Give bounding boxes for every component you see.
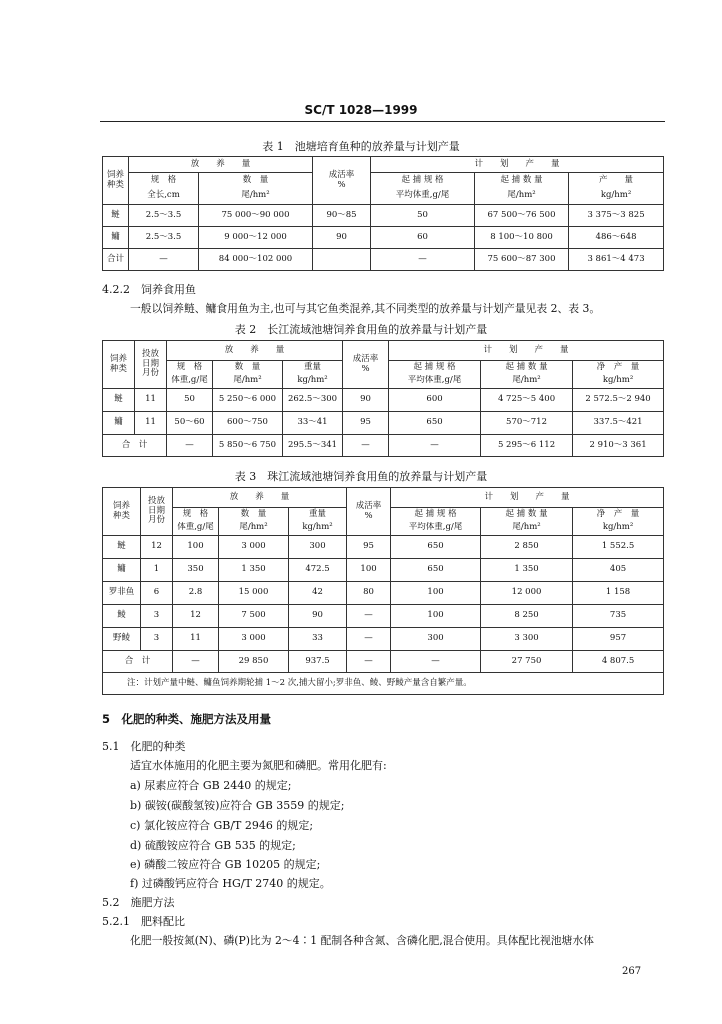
table-cell: 50～60 <box>167 412 213 435</box>
table-cell: 957 <box>573 628 664 651</box>
table-cell: 11 <box>135 389 167 412</box>
table-row <box>103 249 664 271</box>
t3-h-yield: 净 产 量 <box>573 508 664 522</box>
table-cell: 12 <box>173 605 219 628</box>
t1-h-catch-count: 起 捕 数 量 <box>475 173 569 189</box>
table-cell: 2.5～3.5 <box>129 205 199 227</box>
table-cell: 472.5 <box>289 559 347 582</box>
t1-h-species: 饲养 种类 <box>103 157 129 205</box>
table-cell: 90 <box>313 227 371 249</box>
t2-h-weight-unit: kg/hm² <box>283 375 343 389</box>
list-item: b) 碳铵(碳酸氢铵)应符合 GB 3559 的规定; <box>130 799 345 812</box>
table-cell: 5 850～6 750 <box>213 435 283 457</box>
table-cell: 3 000 <box>219 628 289 651</box>
table-cell: 2 572.5～2 940 <box>573 389 664 412</box>
table-cell: 3 000 <box>219 536 289 559</box>
table-cell: 11 <box>173 628 219 651</box>
t2-h-count-unit: 尾/hm² <box>213 375 283 389</box>
t1-h-catch-unit: 尾/hm² <box>475 189 569 205</box>
table-cell: 75 600～87 300 <box>475 249 569 271</box>
table-cell: 1 158 <box>573 582 664 605</box>
table-cell: 100 <box>391 582 481 605</box>
t2-h-catch-count: 起 捕 数 量 <box>481 361 573 375</box>
t3-h-month: 投放 日期 月份 <box>141 488 173 536</box>
section-5-1-paragraph: 适宜水体施用的化肥主要为氮肥和磷肥。常用化肥有: <box>130 759 387 772</box>
table-cell: 405 <box>573 559 664 582</box>
t3-h-species: 饲养 种类 <box>103 488 141 536</box>
table-cell: 3 375～3 825 <box>569 205 664 227</box>
section-4-2-2-heading: 4.2.2 饲养食用鱼 <box>102 283 196 296</box>
t3-h-weight-unit: kg/hm² <box>289 522 347 536</box>
table-cell: — <box>167 435 213 457</box>
table-cell: 100 <box>347 559 391 582</box>
t3-h-spec-unit: 体重,g/尾 <box>173 522 219 536</box>
t1-h-stocking: 放 养 量 <box>129 157 313 173</box>
list-item: f) 过磷酸钙应符合 HG/T 2740 的规定。 <box>130 877 331 890</box>
table-cell: 337.5～421 <box>573 412 664 435</box>
header-rule <box>100 121 665 122</box>
table-cell: 1 350 <box>219 559 289 582</box>
table-cell: 600 <box>389 389 481 412</box>
table-cell: 鳙 <box>103 227 129 249</box>
table-cell: 8 250 <box>481 605 573 628</box>
t3-h-yield-unit: kg/hm² <box>573 522 664 536</box>
t1-h-length: 全长,cm <box>129 189 199 205</box>
table-cell: 50 <box>371 205 475 227</box>
section-4-2-2-paragraph: 一般以饲养鲢、鳙食用鱼为主,也可与其它鱼类混养,其不同类型的放养量与计划产量见表 2、表 3。 <box>130 302 601 315</box>
t1-h-spec: 规 格 <box>129 173 199 189</box>
list-item: d) 硫酸铵应符合 GB 535 的规定; <box>130 839 296 852</box>
table-cell: 75 000～90 000 <box>199 205 313 227</box>
table-cell: — <box>347 605 391 628</box>
table-cell: — <box>173 651 219 673</box>
t3-h-plan: 计 划 产 量 <box>391 488 664 508</box>
list-item: e) 磷酸二铵应符合 GB 10205 的规定; <box>130 858 321 871</box>
table-cell: — <box>343 435 389 457</box>
table-cell: 2.8 <box>173 582 219 605</box>
table-row <box>103 559 664 582</box>
table-row <box>103 628 664 651</box>
table-cell: 300 <box>289 536 347 559</box>
table-cell: — <box>371 249 475 271</box>
table-cell: 1 350 <box>481 559 573 582</box>
table-row <box>103 227 664 249</box>
table-cell: 735 <box>573 605 664 628</box>
section-5-heading: 5 化肥的种类、施肥方法及用量 <box>102 712 271 726</box>
table-cell: 2 910～3 361 <box>573 435 664 457</box>
section-5-1-heading: 5.1 化肥的种类 <box>102 740 186 753</box>
t3-h-spec: 规 格 <box>173 508 219 522</box>
t2-h-count: 数 量 <box>213 361 283 375</box>
table-cell: 937.5 <box>289 651 347 673</box>
table-cell: 4 807.5 <box>573 651 664 673</box>
t2-h-month: 投放 日期 月份 <box>135 341 167 389</box>
t3-h-count-unit: 尾/hm² <box>219 522 289 536</box>
table-cell: 60 <box>371 227 475 249</box>
table-cell: 486～648 <box>569 227 664 249</box>
table-row <box>103 389 664 412</box>
table-cell: 8 100～10 800 <box>475 227 569 249</box>
table-cell: 50 <box>167 389 213 412</box>
table-row <box>103 435 664 457</box>
table-cell: 67 500～76 500 <box>475 205 569 227</box>
table-cell: — <box>347 628 391 651</box>
t2-h-spec: 规 格 <box>167 361 213 375</box>
t3-h-catch-spec: 起 捕 规 格 <box>391 508 481 522</box>
section-5-2-1-paragraph: 化肥一般按氮(N)、磷(P)比为 2～4∶1 配制各种含氮、含磷化肥,混合使用。具体配比视池塘水体 <box>130 934 594 947</box>
table-cell: 1 552.5 <box>573 536 664 559</box>
t2-h-avg-weight: 平均体重,g/尾 <box>389 375 481 389</box>
table-cell: 600～750 <box>213 412 283 435</box>
table-cell: 4 725～5 400 <box>481 389 573 412</box>
table-cell: 300 <box>391 628 481 651</box>
table-cell: 9 000～12 000 <box>199 227 313 249</box>
table-cell: 90 <box>289 605 347 628</box>
table-cell: 合 计 <box>103 651 173 673</box>
table-cell: 鲢 <box>103 205 129 227</box>
table2 <box>102 340 664 457</box>
table-cell: 90～85 <box>313 205 371 227</box>
t1-h-count: 数 量 <box>199 173 313 189</box>
table-cell: 295.5～341 <box>283 435 343 457</box>
t2-h-survival: 成活率 % <box>343 341 389 389</box>
table-cell: 鳙 <box>103 559 141 582</box>
table-cell: 570～712 <box>481 412 573 435</box>
table-row <box>103 205 664 227</box>
t2-h-species: 饲养 种类 <box>103 341 135 389</box>
table3-caption: 表 3 珠江流域池塘饲养食用鱼的放养量与计划产量 <box>234 470 488 483</box>
table-cell: 合 计 <box>103 435 167 457</box>
table-cell: 7 500 <box>219 605 289 628</box>
table-row <box>103 605 664 628</box>
table-row <box>103 536 664 559</box>
list-item: c) 氯化铵应符合 GB/T 2946 的规定; <box>130 819 314 832</box>
t3-h-catch-unit: 尾/hm² <box>481 522 573 536</box>
table-cell: 6 <box>141 582 173 605</box>
t1-h-survival: 成活率 % <box>313 157 371 205</box>
page-header: SC/T 1028—1999 <box>304 103 418 117</box>
table-cell: 野鲮 <box>103 628 141 651</box>
t3-h-weight: 重量 <box>289 508 347 522</box>
table-cell: 鲮 <box>103 605 141 628</box>
t3-h-avg-weight: 平均体重,g/尾 <box>391 522 481 536</box>
table-cell: 650 <box>391 536 481 559</box>
table-cell: 650 <box>391 559 481 582</box>
t2-h-catch-unit: 尾/hm² <box>481 375 573 389</box>
table-cell: 3 <box>141 605 173 628</box>
table-row <box>103 651 664 673</box>
table-cell: 3 300 <box>481 628 573 651</box>
t1-h-catch-spec: 起 捕 规 格 <box>371 173 475 189</box>
t2-h-spec-unit: 体重,g/尾 <box>167 375 213 389</box>
table-cell: 95 <box>347 536 391 559</box>
section-5-2-heading: 5.2 施肥方法 <box>102 896 175 909</box>
table-cell: 罗非鱼 <box>103 582 141 605</box>
t1-h-avg-weight: 平均体重,g/尾 <box>371 189 475 205</box>
t2-h-yield: 净 产 量 <box>573 361 664 375</box>
t3-h-count: 数 量 <box>219 508 289 522</box>
table-cell: 1 <box>141 559 173 582</box>
table-cell: — <box>129 249 199 271</box>
table1-caption: 表 1 池塘培育鱼种的放养量与计划产量 <box>262 140 460 153</box>
table-cell: 650 <box>389 412 481 435</box>
table-cell: 42 <box>289 582 347 605</box>
list-item: a) 尿素应符合 GB 2440 的规定; <box>130 779 292 792</box>
t1-h-yield: 产 量 <box>569 173 664 189</box>
t2-h-catch-spec: 起 捕 规 格 <box>389 361 481 375</box>
table-cell: 12 <box>141 536 173 559</box>
t2-h-weight: 重量 <box>283 361 343 375</box>
t2-h-stocking: 放 养 量 <box>167 341 343 361</box>
table-cell: — <box>347 651 391 673</box>
t3-h-stocking: 放 养 量 <box>173 488 347 508</box>
table1 <box>102 156 664 271</box>
table-row <box>103 412 664 435</box>
t1-h-plan: 计 划 产 量 <box>371 157 664 173</box>
section-5-2-1-heading: 5.2.1 肥料配比 <box>102 915 185 928</box>
table-cell: 鲢 <box>103 536 141 559</box>
t3-h-catch-count: 起 捕 数 量 <box>481 508 573 522</box>
table-cell: 12 000 <box>481 582 573 605</box>
table-cell: 33～41 <box>283 412 343 435</box>
table-cell <box>313 249 371 271</box>
table-cell: 3 861～4 473 <box>569 249 664 271</box>
t1-h-count-unit: 尾/hm² <box>199 189 313 205</box>
t2-h-plan: 计 划 产 量 <box>389 341 664 361</box>
table-cell: 262.5～300 <box>283 389 343 412</box>
table-cell: 鲢 <box>103 389 135 412</box>
table-cell: 95 <box>343 412 389 435</box>
table-cell: 100 <box>173 536 219 559</box>
t1-h-yield-unit: kg/hm² <box>569 189 664 205</box>
table2-caption: 表 2 长江流域池塘饲养食用鱼的放养量与计划产量 <box>234 323 488 336</box>
table-cell: 5 250～6 000 <box>213 389 283 412</box>
table-cell: 2 850 <box>481 536 573 559</box>
table-cell: 350 <box>173 559 219 582</box>
table-row <box>103 582 664 605</box>
table3 <box>102 487 664 695</box>
table-cell: — <box>391 651 481 673</box>
table-cell: 5 295～6 112 <box>481 435 573 457</box>
table-cell: 鳙 <box>103 412 135 435</box>
table-cell: 100 <box>391 605 481 628</box>
page-number: 267 <box>622 966 642 977</box>
table-cell: 3 <box>141 628 173 651</box>
t2-h-yield-unit: kg/hm² <box>573 375 664 389</box>
table-cell: 80 <box>347 582 391 605</box>
table-cell: 合计 <box>103 249 129 271</box>
table-cell: 11 <box>135 412 167 435</box>
table-cell: 2.5～3.5 <box>129 227 199 249</box>
table-cell: 27 750 <box>481 651 573 673</box>
t3-h-survival: 成活率 % <box>347 488 391 536</box>
table-cell: 29 850 <box>219 651 289 673</box>
table3-note: 注：计划产量中鲢、鳙鱼饲养期轮捕 1～2 次,捕大留小;罗非鱼、鲮、野鲮产量含自繁产量。 <box>103 673 664 695</box>
table-cell: 15 000 <box>219 582 289 605</box>
table-cell: 33 <box>289 628 347 651</box>
table-cell: 84 000～102 000 <box>199 249 313 271</box>
table-cell: — <box>389 435 481 457</box>
table-cell: 90 <box>343 389 389 412</box>
